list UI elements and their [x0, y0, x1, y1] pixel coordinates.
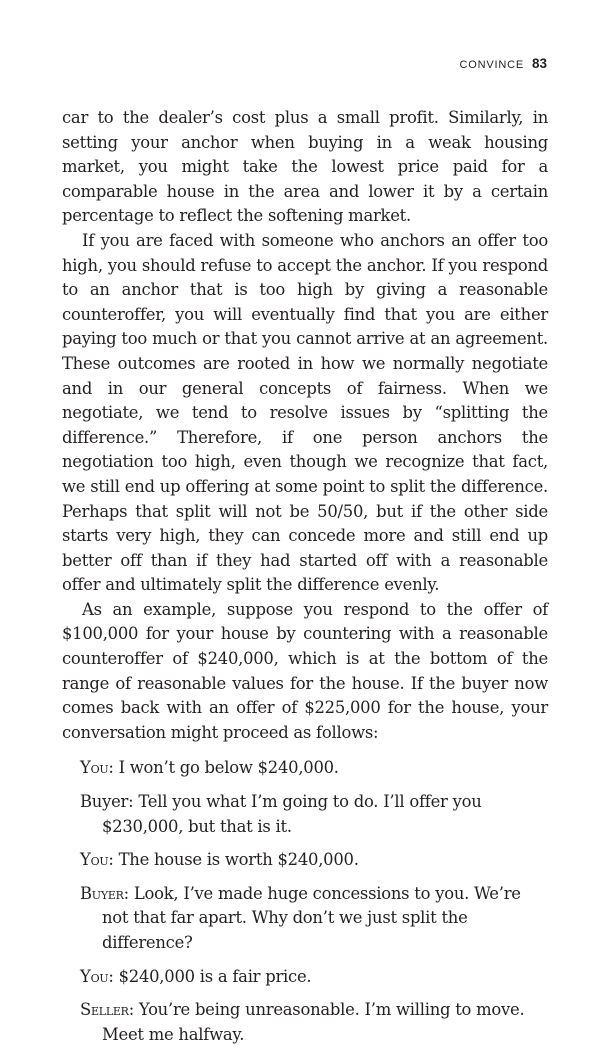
dialogue-text: : $240,000 is a fair price. — [108, 966, 312, 986]
dialogue-line — [62, 965, 548, 990]
speaker-label: You — [80, 850, 109, 870]
speaker-label: You — [80, 966, 109, 986]
dialogue-text: : I won’t go below $240,000. — [108, 758, 339, 778]
speaker-label: Buyer — [80, 883, 124, 903]
paragraph: As an example, suppose you respond to the offer of $100,000 for your house by countering with a reasonable counteroffer of $240,000, which is at the bottom of the range of reasonable values for the house. If the buyer now comes back with an offer of $225,000 for the house, your conversation might proceed as follows: — [62, 599, 548, 742]
dialogue — [62, 756, 548, 1047]
dialogue-text: : Look, I’ve made huge concessions to you. We’re not that far apart. Why don’t we just split the difference? — [102, 883, 521, 952]
running-head: CONVINCE — [459, 59, 524, 71]
dialogue-text: : Tell you what I’m going to do. I’ll offer you $230,000, but that is it. — [102, 792, 482, 836]
speaker-label: Seller — [80, 1000, 129, 1020]
speaker-label: You — [80, 758, 109, 778]
paragraph: car to the dealer’s cost plus a small profit. Similarly, in setting your anchor when buying in a weak housing market, you might take the lowest price paid for a comparable house in the area and lower it by a certain percentage to reflect the softening market. — [62, 108, 548, 226]
dialogue-line — [62, 790, 548, 839]
dialogue-line — [62, 882, 548, 956]
dialogue-text: : The house is worth $240,000. — [108, 850, 359, 870]
paragraph: If you are faced with someone who anchors an offer too high, you should refuse to accept the anchor. If you respond to an anchor that is too high by giving a reasonable counteroffer, you will eventually find that you are either paying too much or that you cannot arrive at an agreement. These outcomes are rooted in how we normally negotiate and in our general concepts of fairness. When we negotiate, we tend to resolve issues by “splitting the difference.” Therefore, if one person anchors the negotiation too high, even though we recognize that fact, we still end up offering at some point to split the difference. Perhaps that split will not be 50/50, but if the other side starts very high, they can concede more and still end up better off than if they had started off with a reasonable offer and ultimately split the difference evenly. — [62, 230, 548, 595]
dialogue-line — [62, 848, 548, 873]
page-number: 83 — [531, 56, 547, 71]
page-header — [460, 56, 548, 71]
dialogue-line — [62, 998, 548, 1047]
dialogue-text: : You’re being unreasonable. I’m willing to move. Meet me halfway. — [102, 1000, 525, 1044]
body-text — [62, 106, 548, 1056]
dialogue-line — [62, 756, 548, 781]
speaker-label: Buyer — [80, 792, 129, 812]
